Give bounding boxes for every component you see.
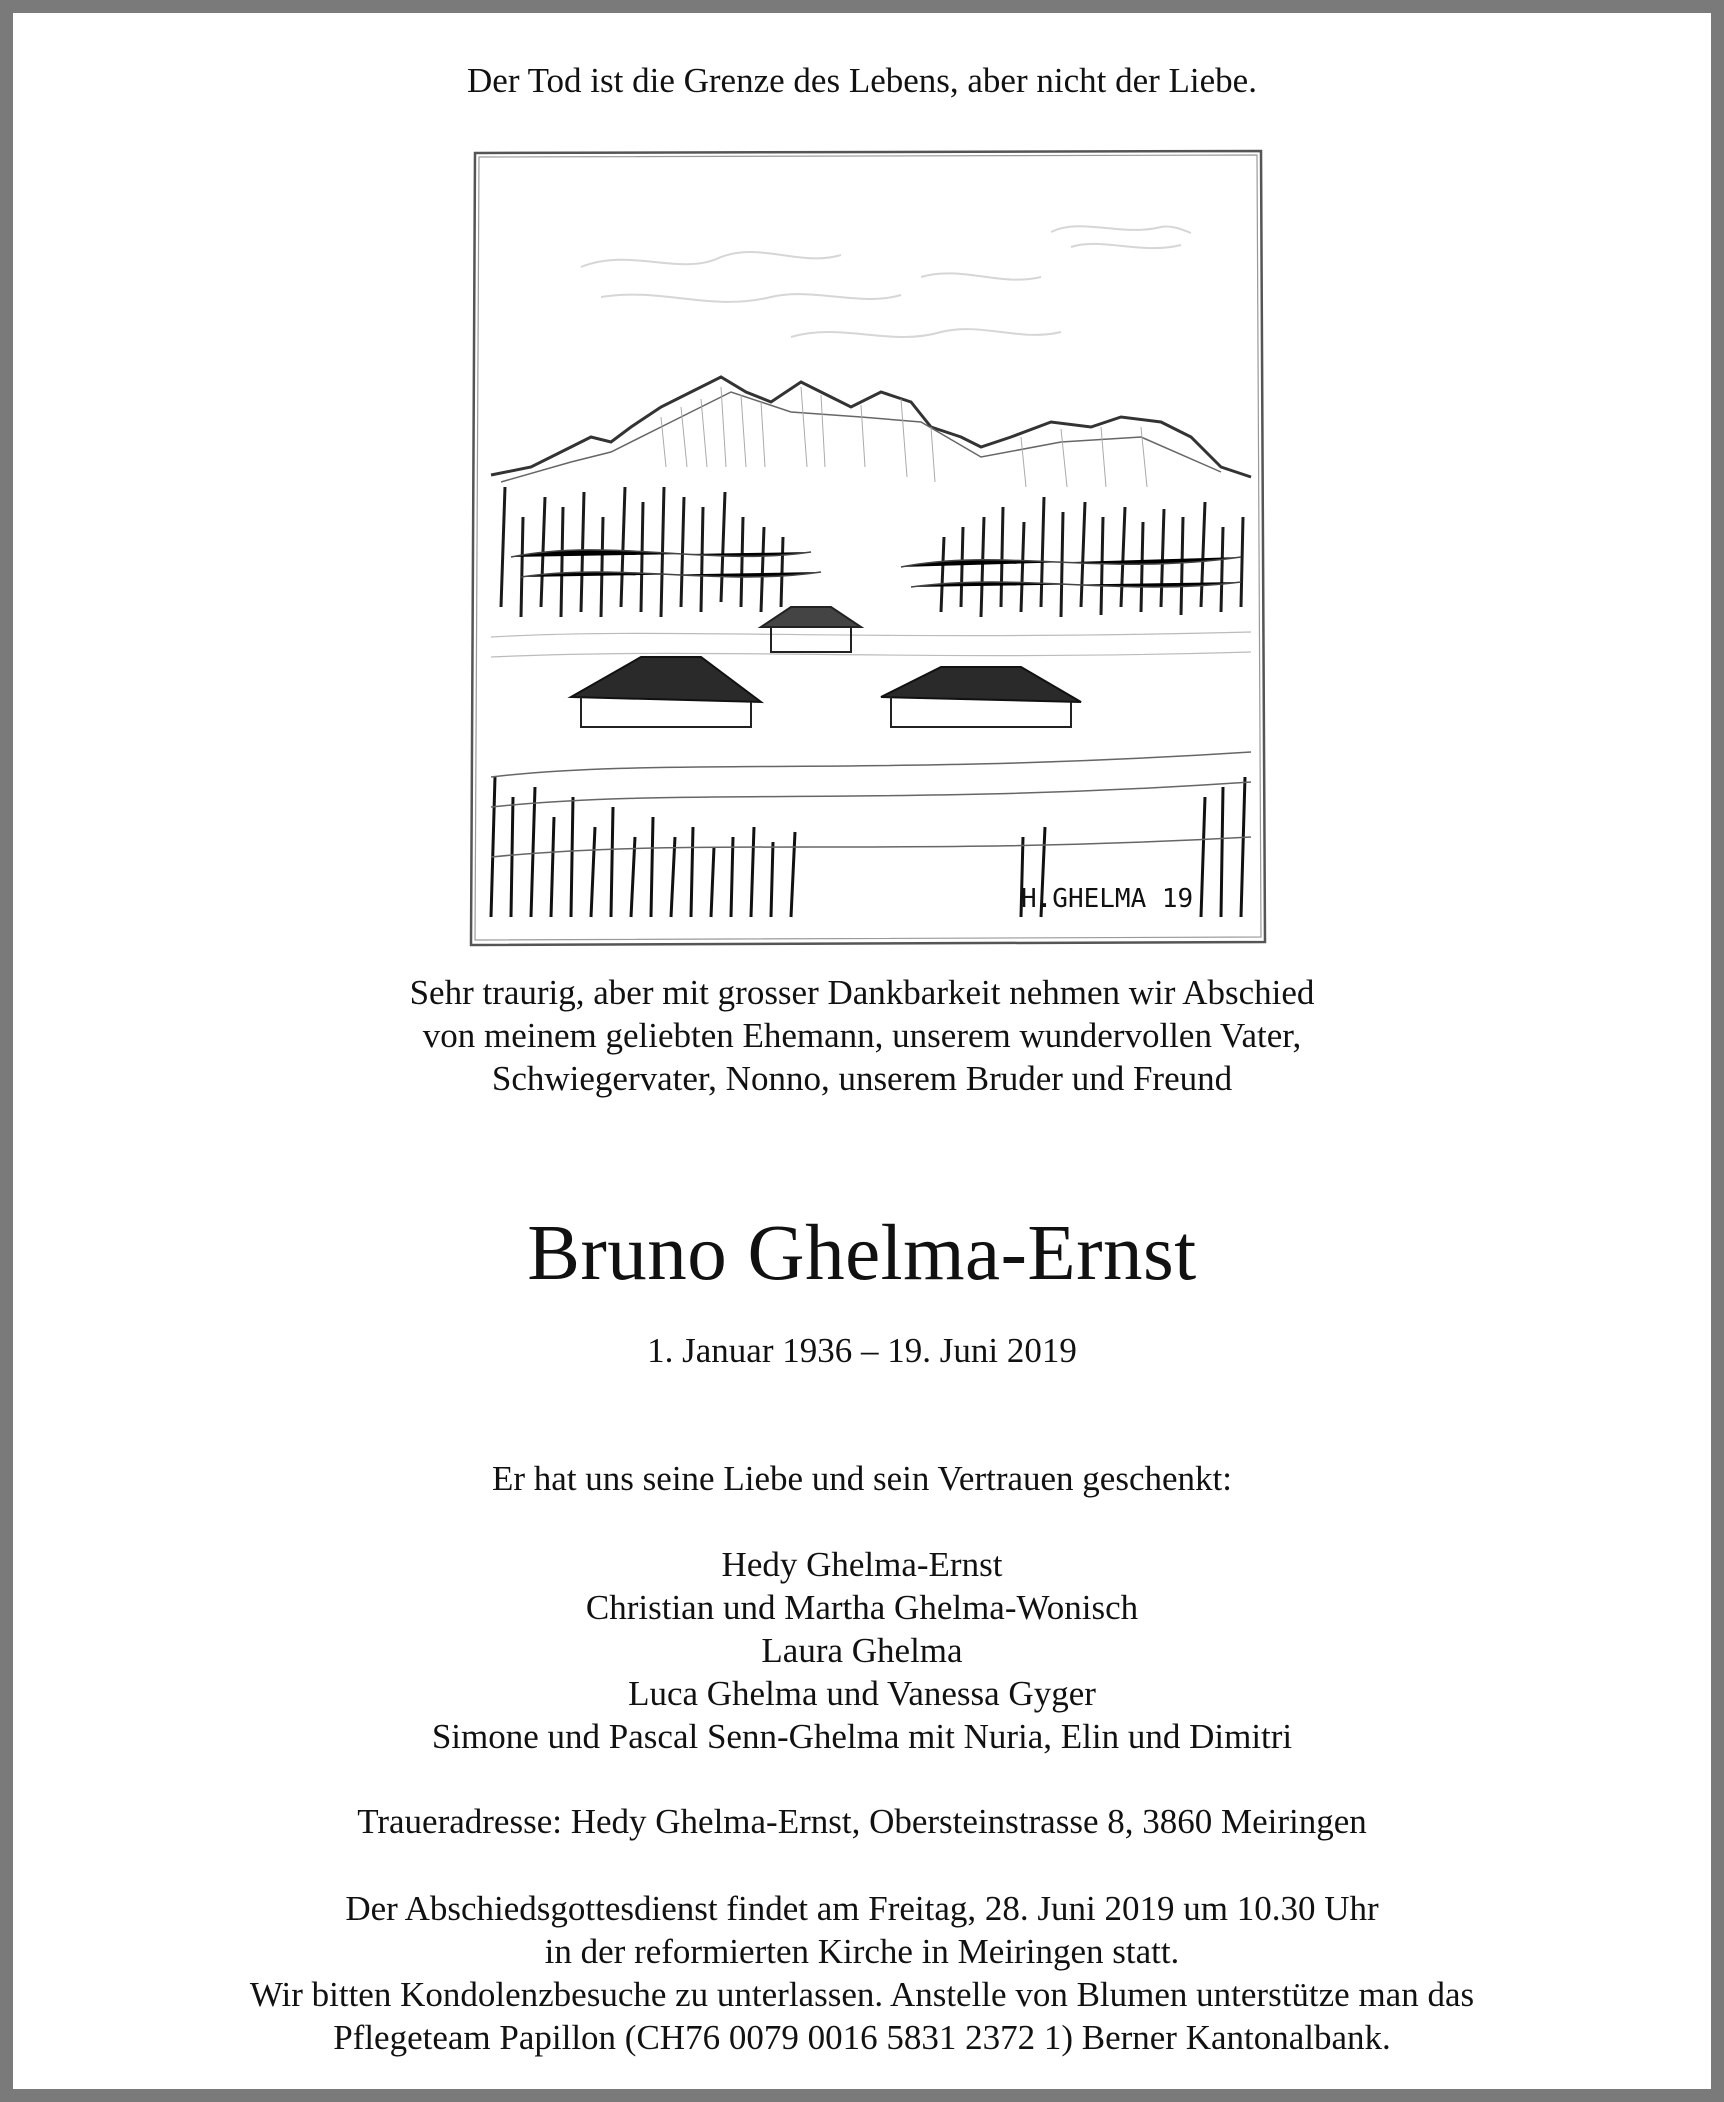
family-member: Christian und Martha Ghelma-Wonisch: [585, 1588, 1139, 1627]
obituary-page: [13, 13, 1711, 2089]
life-dates: 1. Januar 1936 – 19. Juni 2019: [647, 1331, 1077, 1370]
intro-text: [13, 971, 1711, 1100]
deceased-name: Bruno Ghelma-Ernst: [527, 1210, 1197, 1297]
family-member: Laura Ghelma: [761, 1631, 963, 1670]
service-line: Der Abschiedsgottesdienst findet am Freitag, 28. Juni 2019 um 10.30 Uhr: [345, 1889, 1379, 1928]
family-member: Luca Ghelma und Vanessa Gyger: [628, 1674, 1096, 1713]
service-info: [13, 1887, 1711, 2059]
family-list: [13, 1543, 1711, 1758]
motto: Der Tod ist die Grenze des Lebens, aber nicht der Liebe.: [467, 61, 1257, 100]
sketch-signature: H.GHELMA 19: [1021, 884, 1194, 914]
trust-line: Er hat uns seine Liebe und sein Vertrauen geschenkt:: [492, 1459, 1232, 1498]
service-line: in der reformierten Kirche in Meiringen statt.: [544, 1932, 1180, 1971]
mourning-address: Traueradresse: Hedy Ghelma-Ernst, Obersteinstrasse 8, 3860 Meiringen: [357, 1802, 1367, 1841]
intro-line: von meinem geliebten Ehemann, unserem wundervollen Vater,: [422, 1016, 1302, 1055]
family-member: Hedy Ghelma-Ernst: [721, 1545, 1003, 1584]
intro-line: Sehr traurig, aber mit grosser Dankbarkeit nehmen wir Abschied: [409, 973, 1315, 1012]
family-member: Simone und Pascal Senn-Ghelma mit Nuria, Elin und Dimitri: [431, 1717, 1293, 1756]
service-line: Pflegeteam Papillon (CH76 0079 0016 5831 2372 1) Berner Kantonalbank.: [333, 2018, 1391, 2057]
landscape-sketch-image: [461, 137, 1277, 953]
service-line: Wir bitten Kondolenzbesuche zu unterlassen. Anstelle von Blumen unterstütze man das: [249, 1975, 1475, 2014]
intro-line: Schwiegervater, Nonno, unserem Bruder und Freund: [491, 1059, 1233, 1098]
